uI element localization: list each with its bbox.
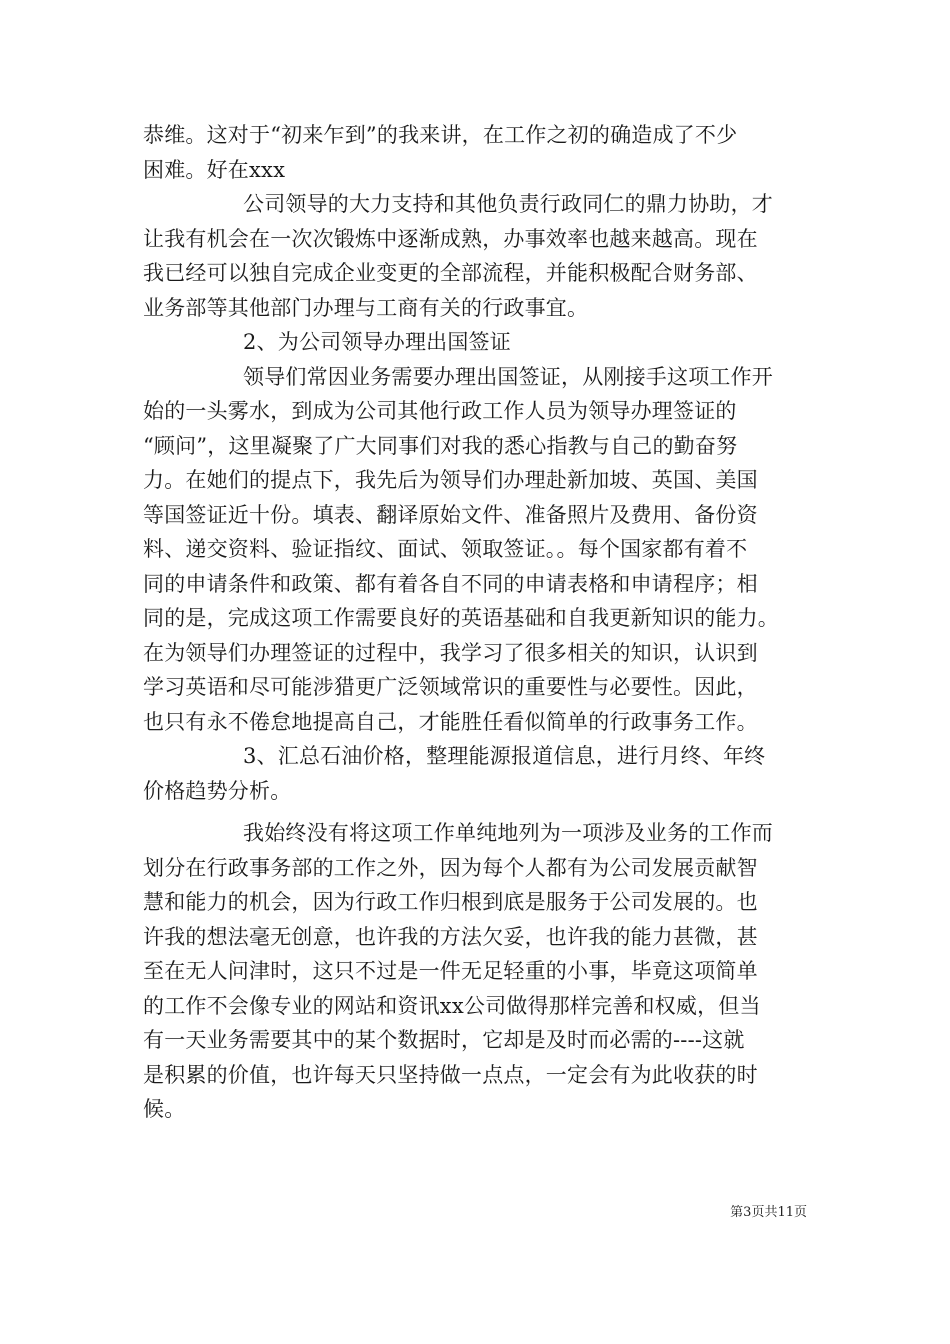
text-line: 的工作不会像专业的网站和资讯xx公司做得那样完善和权威，但当 [143,993,761,1018]
text-line: 候。 [143,1097,186,1121]
text-line: 我已经可以独自完成企业变更的全部流程，并能积极配合财务部、 [143,261,758,285]
text-line: 始的一头雾水，到成为公司其他行政工作人员为领导办理签证的 [143,399,737,423]
section-heading: 2、为公司领导办理出国签证 [243,330,511,354]
section-heading: 3、汇总石油价格，整理能源报道信息，进行月终、年终 [243,744,766,768]
text-line: 至在无人问津时，这只不过是一件无足轻重的小事，毕竟这项简单 [143,959,758,983]
text-line: 困难。好在xxx [143,157,286,182]
text-line: 同的申请条件和政策、都有着各自不同的申请表格和申请程序；相 [143,571,758,596]
text-line: 也只有永不倦怠地提高自己，才能胜任看似简单的行政事务工作。 [143,709,758,734]
text-line: 业务部等其他部门办理与工商有关的行政事宜。 [143,295,589,320]
text-line: 同的是，完成这项工作需要良好的英语基础和自我更新知识的能力。 [143,606,779,630]
document-body [143,118,809,1127]
text-line: 划分在行政事务部的工作之外，因为每个人都有为公司发展贡献智 [143,855,758,880]
text-line: 让我有机会在一次次锻炼中逐渐成熟，办事效率也越来越高。现在 [143,226,758,251]
text-line: 等国签证近十份。填表、翻译原始文件、准备照片及费用、备份资 [143,502,758,527]
text-line: 价格趋势分析。 [143,778,292,803]
text-line: 是积累的价值，也许每天只坚持做一点点，一定会有为此收获的时 [143,1062,758,1087]
text-line: 学习英语和尽可能涉猎更广泛领域常识的重要性与必要性。因此， [143,675,758,699]
text-line: 恭维。这对于“初来乍到”的我来讲，在工作之初的确造成了不少 [143,123,738,147]
paragraph-start: 领导们常因业务需要办理出国签证，从刚接手这项工作开 [243,364,773,389]
paragraph-start: 我始终没有将这项工作单纯地列为一项涉及业务的工作而 [243,821,773,845]
text-line: 力。在她们的提点下，我先后为领导们办理赴新加坡、英国、美国 [143,468,758,492]
text-line: “顾问”，这里凝聚了广大同事们对我的悉心指教与自己的勤奋努 [143,433,738,458]
paragraph-start: 公司领导的大力支持和其他负责行政同仁的鼎力协助，才 [243,192,773,216]
page-number: 第3页共11页 [730,1205,807,1220]
text-line: 料、递交资料、验证指纹、面试、领取签证。。每个国家都有着不 [143,537,748,561]
text-line: 有一天业务需要其中的某个数据时，它却是及时而必需的----这就 [143,1028,745,1052]
text-line: 慧和能力的机会，因为行政工作归根到底是服务于公司发展的。也 [143,890,758,914]
text-line: 许我的想法毫无创意，也许我的方法欠妥，也许我的能力甚微，甚 [143,924,758,949]
text-line: 在为领导们办理签证的过程中，我学习了很多相关的知识，认识到 [143,640,758,665]
